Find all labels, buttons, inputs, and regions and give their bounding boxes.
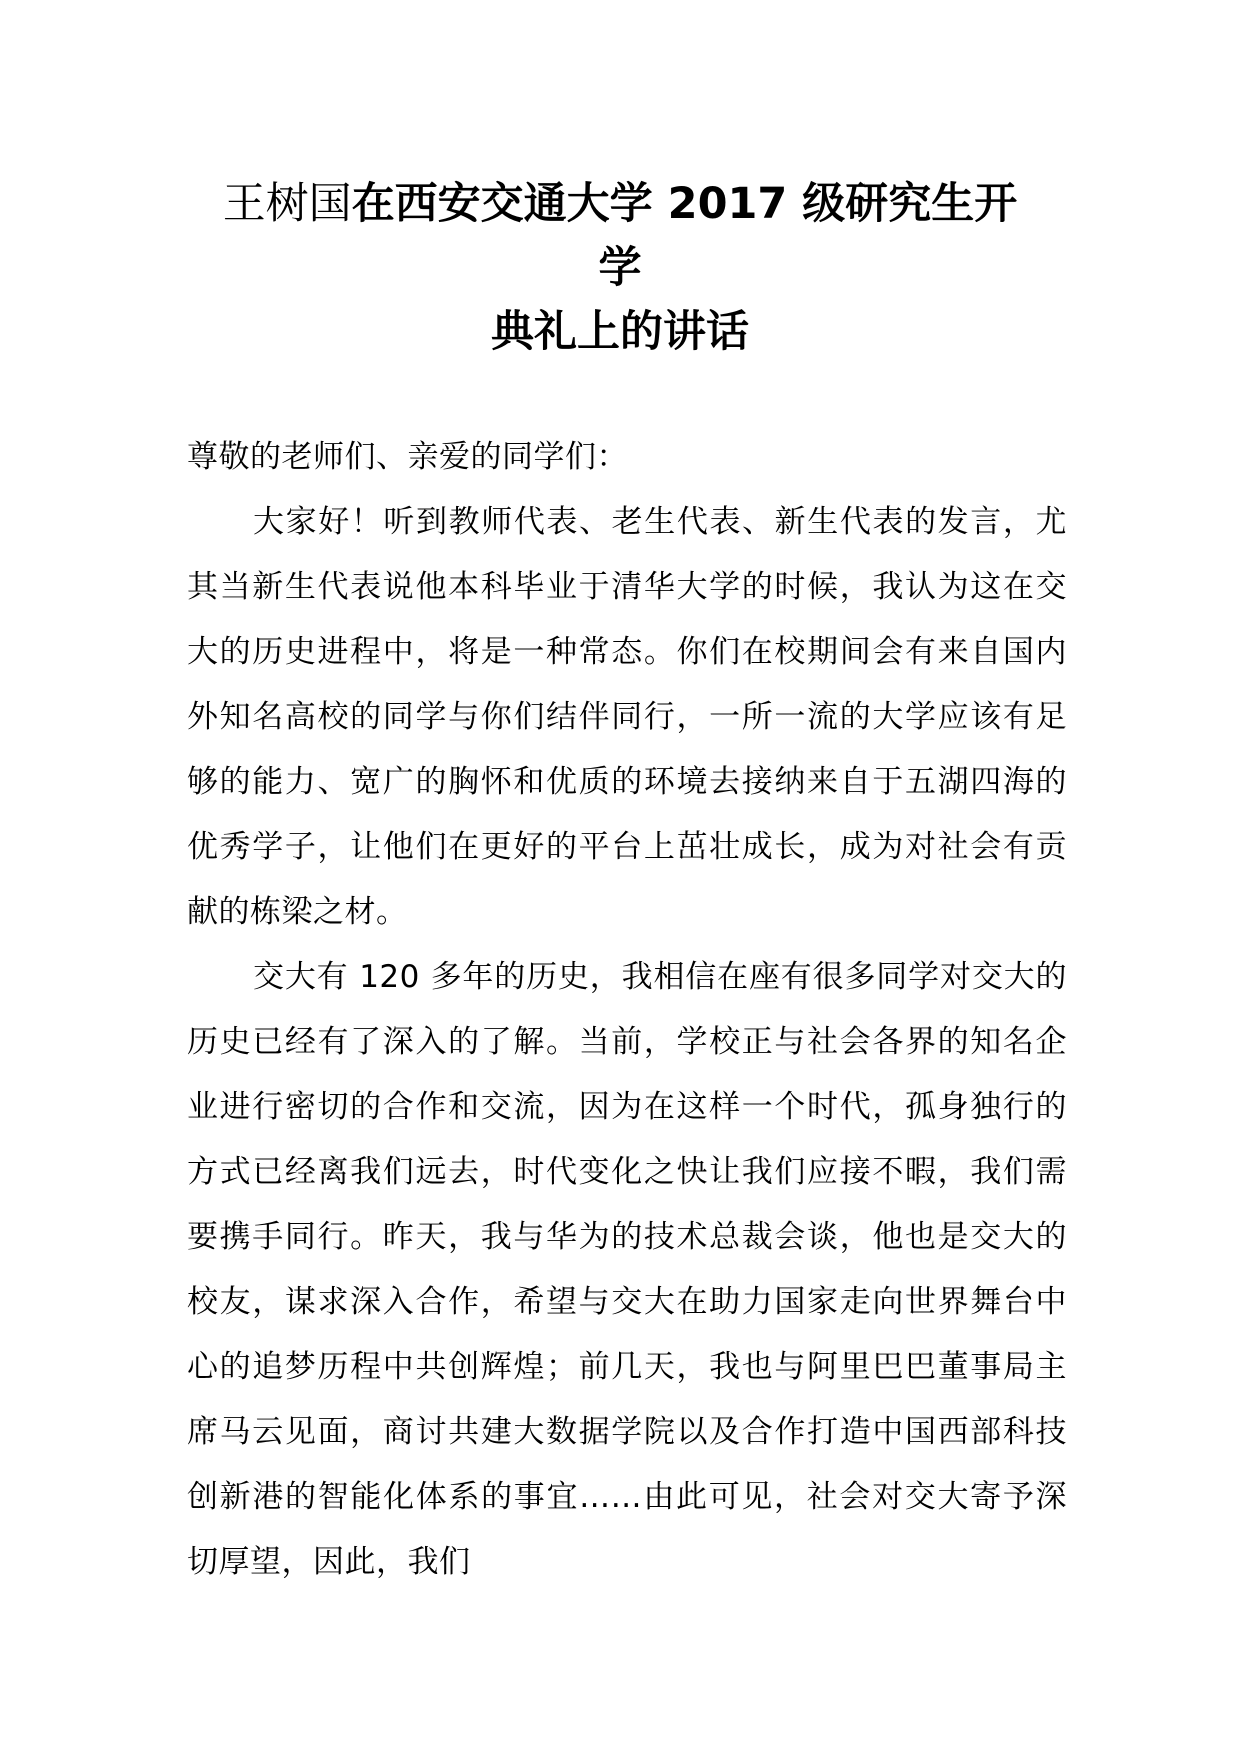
paragraph-1: 大家好！听到教师代表、老生代表、新生代表的发言，尤其当新生代表说他本科毕业于清华大学的时候，我认为这在交大的历史进程中，将是一种常态。你们在校期间会有来自国内外知名高校的同学与你们结伴同行，一所一流的大学应该有足够的能力、宽广的胸怀和优质的环境去接纳来自于五湖四海的优秀学子，让他们在更好的平台上茁壮成长，成为对社会有贡献的栋梁之材。 <box>187 504 1067 930</box>
title-speaker: 王树国 <box>222 179 352 229</box>
salutation: 尊敬的老师们、亲爱的同学们： <box>187 439 628 475</box>
title-line-2: 学 <box>598 243 642 293</box>
document-body <box>187 425 1067 1595</box>
document-title <box>150 172 1090 364</box>
paragraph-2: 交大有 120 多年的历史，我相信在座有很多同学对交大的历史已经有了深入的了解。当前，学校正与社会各界的知名企业进行密切的合作和交流，因为在这样一个时代，孤身独行的方式已经离我们远去，时代变化之快让我们应接不暇，我们需要携手同行。昨天，我与华为的技术总裁会谈，他也是交大的校友，谋求深入合作，希望与交大在助力国家走向世界舞台中心的追梦历程中共创辉煌；前几天，我也与阿里巴巴董事局主席马云见面，商讨共建大数据学院以及合作打造中国西部科技创新港的智能化体系的事宜……由此可见，社会对交大寄予深切厚望，因此，我们 <box>187 959 1067 1580</box>
title-main-part1: 在西安交通大学 2017 级研究生开 <box>351 179 1018 229</box>
title-line-3: 典礼上的讲话 <box>491 307 749 357</box>
title-line-1 <box>150 172 1090 236</box>
